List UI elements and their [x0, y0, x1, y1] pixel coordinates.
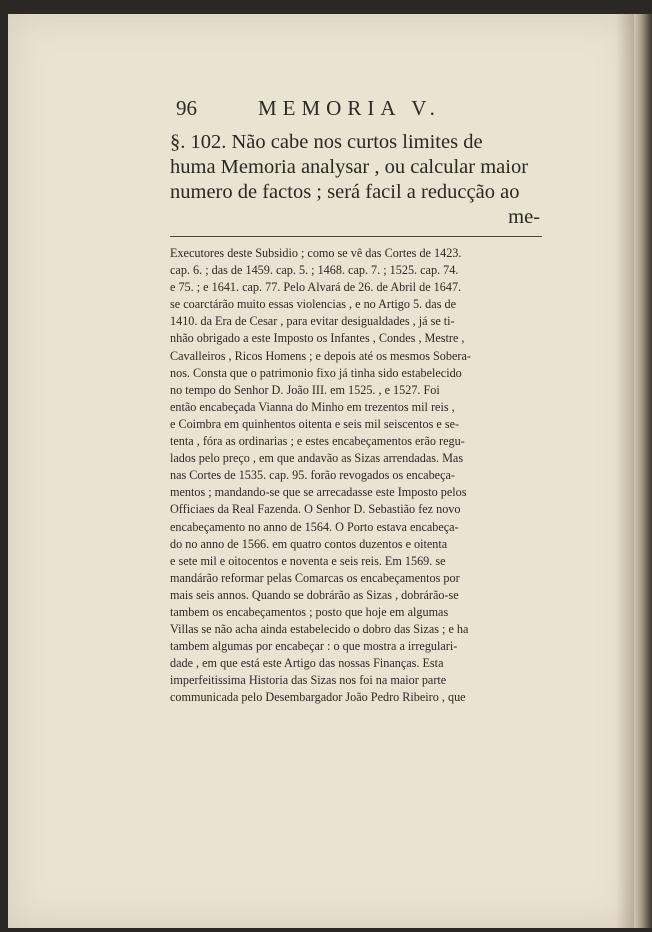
footnote-block — [170, 245, 542, 707]
catchword: me- — [508, 206, 540, 228]
footnote-line: tambem os encabeçamentos ; posto que hoje em algumas — [170, 604, 449, 619]
footnote-line: dade , em que está este Artigo das nossas Finanças. Esta — [170, 656, 444, 671]
footnote-line: no tempo do Senhor D. João III. em 1525. , e 1527. Foi — [170, 382, 440, 397]
footnote-line: communicada pelo Desembargador João Pedro Ribeiro , que — [170, 690, 466, 705]
footnote-line: do no anno de 1566. em quatro contos duzentos e oitenta — [170, 536, 448, 551]
book-page-edge — [634, 14, 652, 928]
footnote-separator-rule — [170, 236, 542, 237]
footnote-line: lados pelo preço , em que andavão as Sizas arrendadas. Mas — [170, 451, 464, 466]
footnote-line: nhão obrigado a este Imposto os Infantes , Condes , Mestre , — [170, 331, 465, 346]
footnote-line: mais seis annos. Quando se dobrárão as Sizas , dobrárão-se — [170, 587, 459, 602]
footnote-line: nos. Consta que o patrimonio fixo já tinha sido estabelecido — [170, 365, 462, 380]
page-number: 96 — [176, 96, 197, 120]
footnote-line: imperfeitissima Historia das Sizas nos foi na maior parte — [170, 673, 447, 688]
main-text-line: numero de factos ; será facil a reducção ao — [170, 181, 520, 203]
footnote-line: e 75. ; e 1641. cap. 77. Pelo Alvará de 26. de Abril de 1647. — [170, 280, 462, 295]
footnote-line: tenta , fóra as ordinarias ; e estes encabeçamentos erão regu- — [170, 434, 465, 449]
footnote-line: mandárão reformar pelas Comarcas os encabeçamentos por — [170, 570, 460, 585]
footnote-line: se coarctárão muito essas violencias , e no Artigo 5. das de — [170, 297, 456, 312]
footnote-line: tambem algumas por encabeçar : o que mostra a irregulari- — [170, 639, 458, 654]
main-text-line: §. 102. Não cabe nos curtos limites de — [170, 131, 483, 153]
footnote-line: 1410. da Era de Cesar , para evitar desigualdades , já se ti- — [170, 314, 455, 329]
footnote-line: e sete mil e oitocentos e noventa e seis reis. Em 1569. se — [170, 553, 446, 568]
footnote-line: encabeçamento no anno de 1564. O Porto estava encabeça- — [170, 519, 459, 534]
footnote-line: Officiaes da Real Fazenda. O Senhor D. Sebastião fez novo — [170, 502, 461, 517]
footnote-line: Villas se não acha ainda estabelecido o dobro das Sizas ; e ha — [170, 622, 469, 637]
footnote-line: mentos ; mandando-se que se arrecadasse este Imposto pelos — [170, 485, 467, 500]
footnote-line: cap. 6. ; das de 1459. cap. 5. ; 1468. cap. 7. ; 1525. cap. 74. — [170, 263, 459, 278]
main-text-block — [170, 130, 540, 230]
footnote-line: e Coimbra em quinhentos oitenta e seis mil seiscentos e se- — [170, 416, 460, 431]
footnote-line: Cavalleiros , Ricos Homens ; e depois até os mesmos Sobera- — [170, 348, 471, 363]
main-text-line: huma Memoria analysar , ou calcular maior — [170, 156, 529, 178]
running-title: MEMORIA V. — [258, 96, 441, 120]
page-header — [176, 96, 546, 124]
footnote-line: então encabeçada Vianna do Minho em trezentos mil reis , — [170, 399, 455, 414]
footnote-line: Executores deste Subsidio ; como se vê das Cortes de 1423. — [170, 246, 462, 260]
footnote-line: nas Cortes de 1535. cap. 95. forão revogados os encabeça- — [170, 468, 455, 483]
